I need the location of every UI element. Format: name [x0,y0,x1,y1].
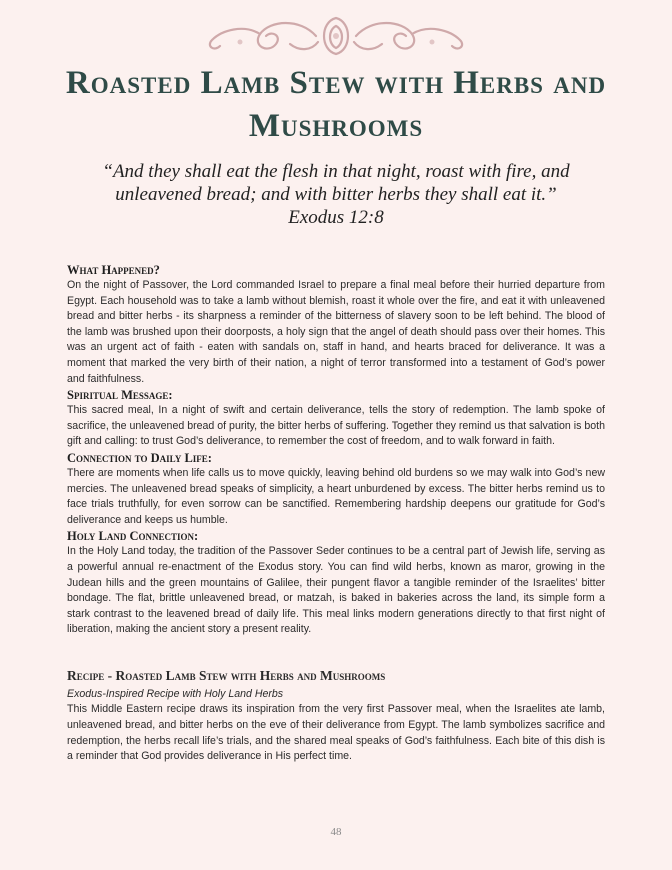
recipe-body: This Middle Eastern recipe draws its inspiration from the very first Passover meal, when the Israelites ate lamb, unleavened bread, and bitter herbs on the eve of their deliverance from Egypt. The lamb symbolizes sacrifice and redemption, the herbs recall life’s trials, and the shared meal speaks of God’s faithfulness. Each bite of this dish is a reminder that God provides deliverance in His perfect time. [67,703,605,763]
recipe-heading: Recipe - Roasted Lamb Stew with Herbs and Mushrooms [67,667,386,683]
quote-text: “And they shall eat the flesh in that night, roast with fire, and unleavened bread; and with bitter herbs they shall eat it.” [102,161,570,205]
section-heading: Connection to Daily Life: [67,450,212,465]
section-body: On the night of Passover, the Lord commanded Israel to prepare a final meal before their hurried departure from Egypt. Each household was to take a lamb without blemish, roast it whole over the fire, and eat it with unleavened bread and bitter herbs - its sharpness a reminder of the bitterness of slavery soon to be left behind. The blood of the lamb was brushed upon their doorposts, a holy sign that the angel of death should pass over their homes. This was an urgent act of faith - eaten with sandals on, staff in hand, and hearts braced for deliverance. It was a moment that marked the very birth of their nation, a night of terror transformed into a testament of God’s power and faithfulness. [67,279,605,385]
section-connection-daily-life [67,450,605,528]
recipe-subtitle: Exodus-Inspired Recipe with Holy Land Herbs [67,687,284,700]
section-heading: Holy Land Connection: [67,529,199,544]
section-spiritual-message [67,387,605,450]
section-body: In the Holy Land today, the tradition of the Passover Seder continues to be a central part of Jewish life, serving as a powerful annual re-enactment of the Exodus story. You can find wild herbs, known as maror, growing in the Judean hills and the green mountains of Galilee, their pungent flavor a tangible reminder of the Israelites’ bitter bondage. The flat, brittle unleavened bread, or matzah, is baked in bakeries across the land, its simple form a stark contrast to the leavened bread of daily life. This meal links modern generations directly to that first night of liberation, making the ancient story a present reality. [67,545,605,636]
section-body: This sacred meal, In a night of swift and certain deliverance, tells the story of redemption. The lamb spoke of sacrifice, the unleavened bread of purity, the bitter herbs of suffering. Together they remind us that salvation is both gift and calling: to trust God’s deliverance, to remember the cost of freedom, and to walk forward in faith. [67,404,605,448]
scripture-quote [60,160,612,229]
section-body: There are moments when life calls us to move quickly, leaving behind old burdens so we may walk into God’s new mercies. The unleavened bread speaks of simplicity, a heart unburdened by excess. The bitter herbs remind us to face trials truthfully, for even sorrow can be sanctified. Remembering hardship deepens our gratitude for God’s deliverance and keeps us humble. [67,466,605,526]
section-heading: Spiritual Message: [67,388,173,403]
section-heading: What Happened? [67,263,160,277]
recipe-section [67,667,605,765]
quote-reference: Exodus 12:8 [288,207,384,228]
article-content [67,262,605,765]
section-what-happened [67,262,605,387]
section-holy-land-connection [67,528,605,638]
page-title: Roasted Lamb Stew with Herbs and Mushrooms [65,65,607,144]
flourish-ornament-icon [200,12,472,60]
page-number: 48 [330,826,342,838]
